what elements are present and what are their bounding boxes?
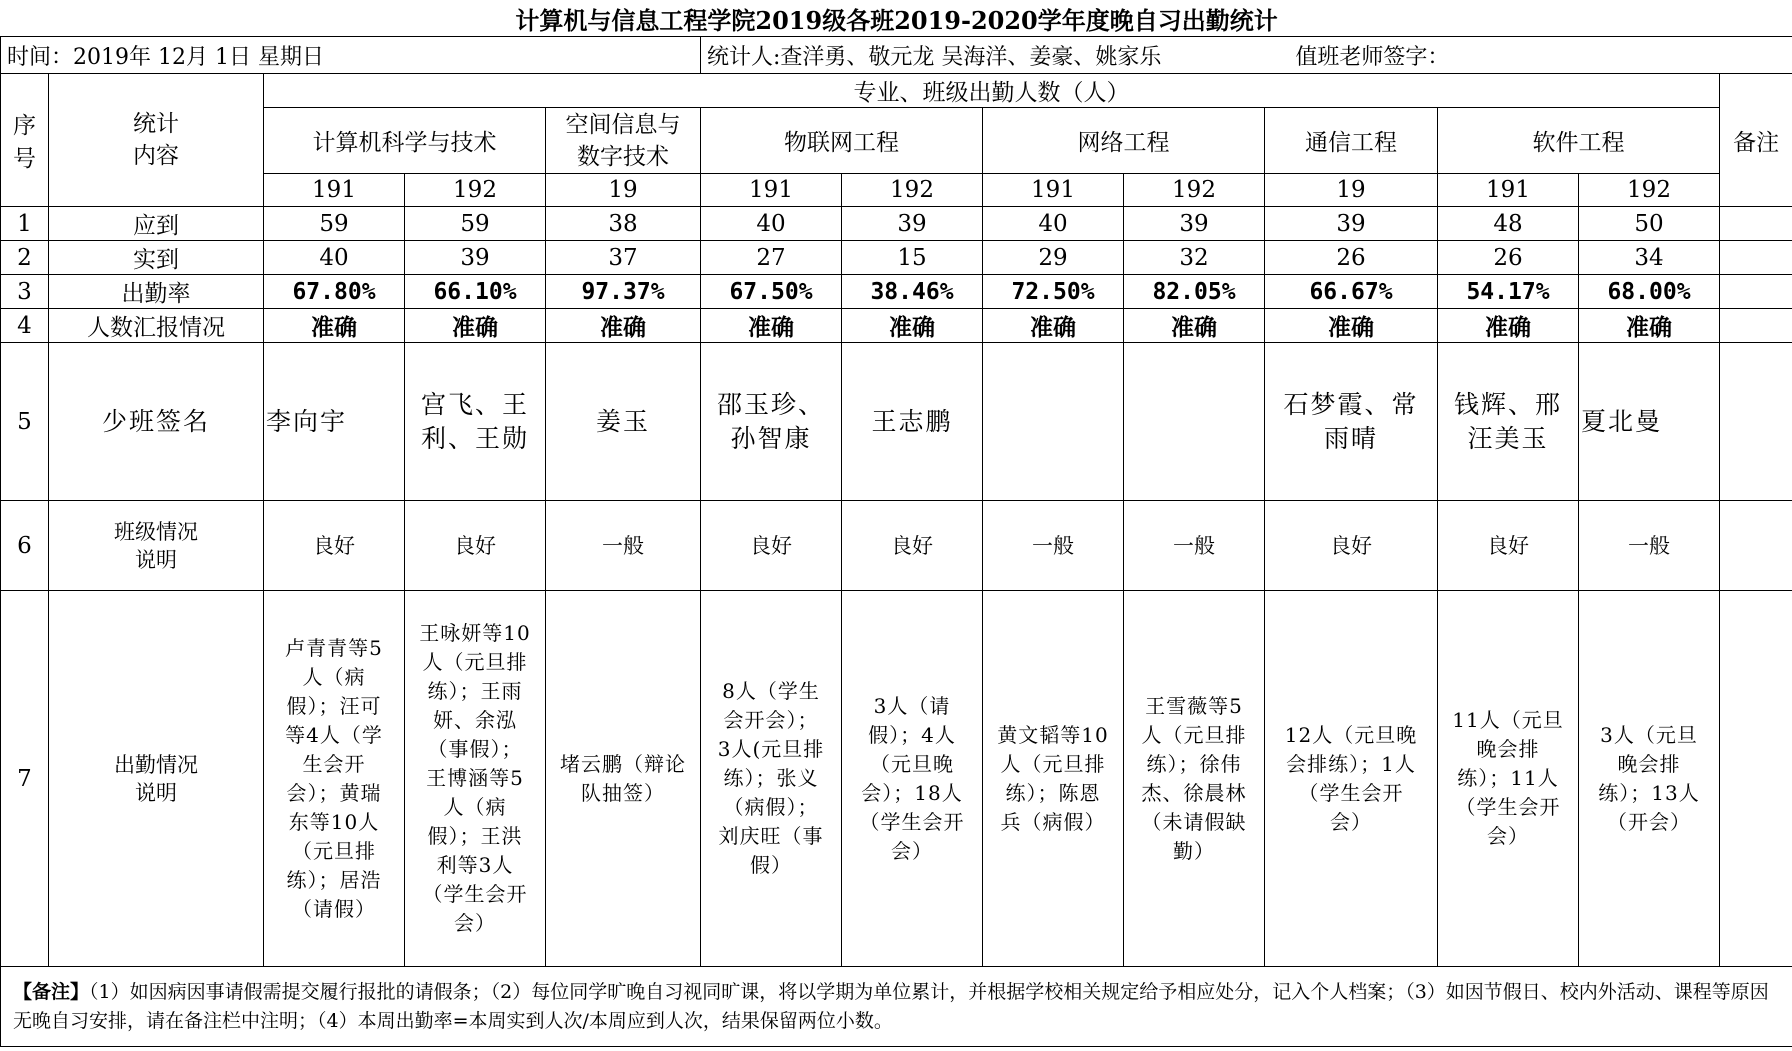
remark-cell [1720, 309, 1792, 343]
footer-note [1, 967, 1792, 1047]
cell-value: 15 [842, 241, 983, 275]
cell-value: 48 [1438, 207, 1579, 241]
cell-note: 王咏妍等10 人（元旦排 练）；王雨 妍、余泓 （事假）； 王博涵等5 人（病 假）；王洪 利等3人 （学生会开 会） [405, 591, 546, 967]
teacher-sign-label: 值班老师签字： [1295, 44, 1450, 70]
row-label: 出勤情况 说明 [49, 591, 264, 967]
cell-note: 卢青青等5 人（病 假）；汪可 等4人（学 生会开 会）；黄瑞 东等10人 （元旦排 练）；居浩 （请假） [264, 591, 405, 967]
remark-cell [1720, 241, 1792, 275]
row-rate [1, 275, 1792, 309]
cell-value: 97.37% [546, 275, 701, 309]
cell-value: 40 [264, 241, 405, 275]
cell-note: 王雪薇等5 人（元旦排 练）；徐伟 杰、徐晨林 （未请假缺 勤） [1124, 591, 1265, 967]
group-header: 专业、班级出勤人数（人） [264, 74, 1720, 108]
sheet-title: 计算机与信息工程学院2019级各班2019-2020学年度晚自习出勤统计 [1, 0, 1792, 37]
cell-value: 一般 [983, 501, 1124, 591]
row-expected [1, 207, 1792, 241]
row-report [1, 309, 1792, 343]
cell-note: 3人（请 假）；4人 （元旦晚 会）；18人 （学生会开 会） [842, 591, 983, 967]
cell-value: 39 [842, 207, 983, 241]
cell-value: 39 [405, 241, 546, 275]
remark-cell [1720, 343, 1792, 501]
cell-value: 59 [405, 207, 546, 241]
row-attendance-notes [1, 591, 1792, 967]
cell-value: 67.80% [264, 275, 405, 309]
cell-value: 68.00% [1579, 275, 1720, 309]
cell-value: 准确 [1579, 309, 1720, 343]
row-class-status [1, 501, 1792, 591]
remark-cell [1720, 275, 1792, 309]
row-seq: 5 [1, 343, 49, 501]
cell-value: 34 [1579, 241, 1720, 275]
cell-value: 一般 [546, 501, 701, 591]
row-seq: 7 [1, 591, 49, 967]
cell-value: 准确 [1124, 309, 1265, 343]
cell-note: 12人（元旦晚 会排练）；1人 （学生会开 会） [1265, 591, 1438, 967]
class-header: 191 [1438, 174, 1579, 207]
row-actual [1, 241, 1792, 275]
major-spatial: 空间信息与 数字技术 [546, 108, 701, 174]
class-header: 191 [701, 174, 842, 207]
cell-value: 良好 [264, 501, 405, 591]
meta-right [701, 37, 1792, 74]
major-iot: 物联网工程 [701, 108, 983, 174]
cell-value: 良好 [1265, 501, 1438, 591]
row-label: 班级情况 说明 [49, 501, 264, 591]
seq-header: 序号 [1, 74, 49, 207]
note-text: （1）如因病因事请假需提交履行报批的请假条；（2）每位同学旷晚自习视同旷课，将以学期为单位累计，并根据学校相关规定给予相应处分，记入个人档案；（3）如因节假日、校内外活动、课程等原因无晚自习安排，请在备注栏中注明；（4）本周出勤率=本周实到人次/本周应到人次，结果保留两位小数。 [13, 980, 1769, 1032]
cell-note: 3人（元旦 晚会排 练）；13人 （开会） [1579, 591, 1720, 967]
cell-signature: 邵玉珍、 孙智康 [701, 343, 842, 501]
cell-value: 准确 [546, 309, 701, 343]
class-header: 192 [1579, 174, 1720, 207]
cell-note: 堵云鹏（辩论 队抽签） [546, 591, 701, 967]
footer-row [1, 967, 1792, 1047]
cell-value: 准确 [842, 309, 983, 343]
cell-value: 良好 [1438, 501, 1579, 591]
remark-cell [1720, 501, 1792, 591]
cell-value: 一般 [1124, 501, 1265, 591]
major-software: 软件工程 [1438, 108, 1720, 174]
cell-value: 39 [1265, 207, 1438, 241]
class-header: 192 [405, 174, 546, 207]
class-header: 19 [1265, 174, 1438, 207]
row-label: 少班签名 [49, 343, 264, 501]
row-seq: 3 [1, 275, 49, 309]
cell-value: 26 [1265, 241, 1438, 275]
row-label: 人数汇报情况 [49, 309, 264, 343]
stats-people: 统计人:查洋勇、敬元龙 吴海洋、姜豪、姚家乐 [707, 44, 1162, 70]
cell-note: 11人（元旦 晚会排 练）；11人 （学生会开 会） [1438, 591, 1579, 967]
cell-signature: 李向宇 [264, 343, 405, 501]
cell-value: 50 [1579, 207, 1720, 241]
cell-note: 黄文韬等10 人（元旦排 练）；陈恩 兵（病假） [983, 591, 1124, 967]
cell-value: 良好 [842, 501, 983, 591]
cell-value: 准确 [1265, 309, 1438, 343]
remark-header: 备注 [1720, 74, 1792, 207]
major-comm: 通信工程 [1265, 108, 1438, 174]
cell-value: 67.50% [701, 275, 842, 309]
remark-cell [1720, 207, 1792, 241]
cell-value: 82.05% [1124, 275, 1265, 309]
row-label: 应到 [49, 207, 264, 241]
cell-signature: 夏北曼 [1579, 343, 1720, 501]
cell-value: 54.17% [1438, 275, 1579, 309]
cell-signature [1124, 343, 1265, 501]
row-label: 出勤率 [49, 275, 264, 309]
cell-value: 29 [983, 241, 1124, 275]
cell-value: 良好 [701, 501, 842, 591]
row-seq: 6 [1, 501, 49, 591]
meta-row [1, 37, 1792, 74]
row-seq: 2 [1, 241, 49, 275]
cell-value: 准确 [1438, 309, 1579, 343]
major-network: 网络工程 [983, 108, 1265, 174]
major-cs: 计算机科学与技术 [264, 108, 546, 174]
cell-value: 准确 [983, 309, 1124, 343]
cell-value: 准确 [264, 309, 405, 343]
cell-value: 38.46% [842, 275, 983, 309]
cell-value: 66.10% [405, 275, 546, 309]
cell-value: 38 [546, 207, 701, 241]
cell-note: 8人（学生 会开会）； 3人(元旦排 练）；张义 （病假）； 刘庆旺（事 假） [701, 591, 842, 967]
cell-signature [983, 343, 1124, 501]
row-label: 实到 [49, 241, 264, 275]
cell-value: 27 [701, 241, 842, 275]
cell-value: 37 [546, 241, 701, 275]
class-header: 19 [546, 174, 701, 207]
cell-value: 72.50% [983, 275, 1124, 309]
row-absent-sign [1, 343, 1792, 501]
cell-signature: 石梦霞、常 雨晴 [1265, 343, 1438, 501]
row-seq: 1 [1, 207, 49, 241]
cell-signature: 钱辉、邢 汪美玉 [1438, 343, 1579, 501]
class-header: 191 [264, 174, 405, 207]
class-header: 192 [842, 174, 983, 207]
cell-signature: 姜玉 [546, 343, 701, 501]
time-text: 时间：2019年 12月 1日 星期日 [1, 37, 701, 74]
class-header: 191 [983, 174, 1124, 207]
content-header: 统计 内容 [49, 74, 264, 207]
note-label: 【备注】 [13, 980, 90, 1003]
cell-value: 32 [1124, 241, 1265, 275]
cell-value: 39 [1124, 207, 1265, 241]
cell-signature: 王志鹏 [842, 343, 983, 501]
cell-value: 良好 [405, 501, 546, 591]
cell-value: 准确 [405, 309, 546, 343]
cell-value: 准确 [701, 309, 842, 343]
cell-signature: 宫飞、王 利、王勋 [405, 343, 546, 501]
cell-value: 40 [983, 207, 1124, 241]
row-seq: 4 [1, 309, 49, 343]
remark-cell [1720, 591, 1792, 967]
cell-value: 一般 [1579, 501, 1720, 591]
cell-value: 59 [264, 207, 405, 241]
cell-value: 40 [701, 207, 842, 241]
cell-value: 66.67% [1265, 275, 1438, 309]
class-header: 192 [1124, 174, 1265, 207]
cell-value: 26 [1438, 241, 1579, 275]
